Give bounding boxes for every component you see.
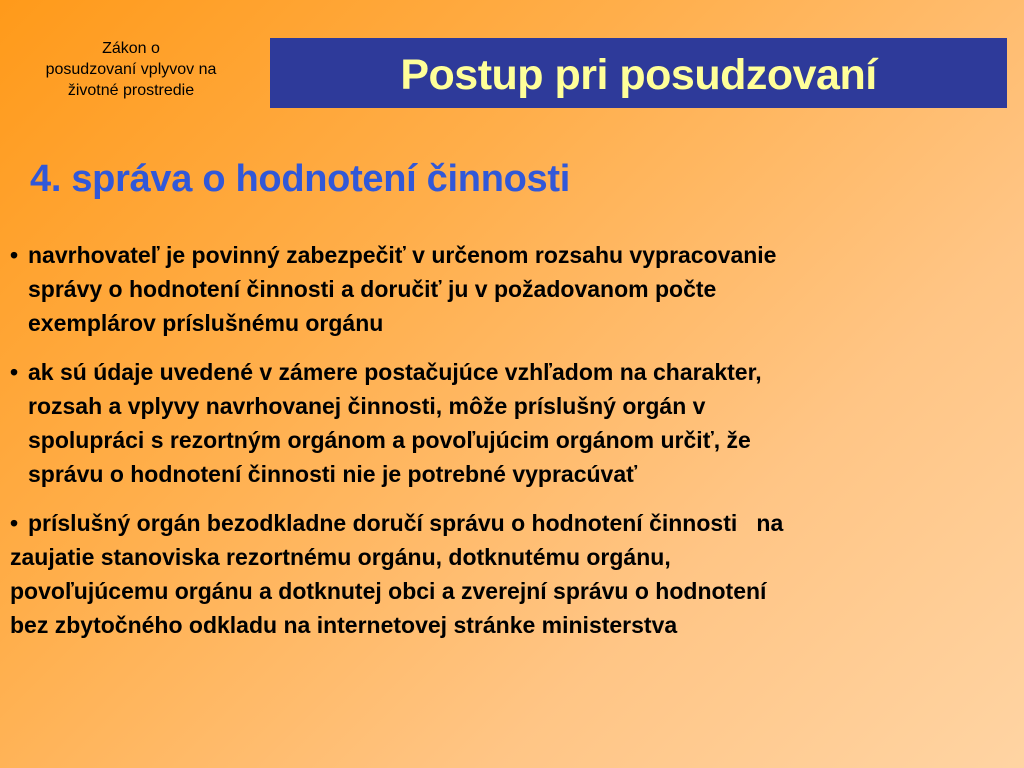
- bullet-item: [10, 238, 1010, 340]
- bullet-line: zaujatie stanoviska rezortnému orgánu, dotknutému orgánu,: [10, 544, 671, 570]
- law-label-line: posudzovaní vplyvov na: [45, 61, 217, 78]
- bullet-line: navrhovateľ je povinný zabezpečiť v určenom rozsahu vypracovanie: [28, 242, 777, 268]
- bullet-list: [10, 238, 1010, 657]
- law-label: [6, 38, 256, 101]
- bullet-line: bez zbytočného odkladu na internetovej stránke ministerstva: [10, 612, 678, 638]
- bullet-item: [10, 506, 1010, 642]
- slide-title: Postup pri posudzovaní: [400, 50, 877, 99]
- law-label-line: Zákon o: [102, 40, 160, 57]
- bullet-line: rozsah a vplyvy navrhovanej činnosti, môže príslušný orgán v: [28, 393, 706, 419]
- bullet-line: príslušný orgán bezodkladne doručí správu o hodnotení činnosti na: [28, 510, 784, 536]
- law-label-line: životné prostredie: [67, 82, 195, 99]
- bullet-line: správu o hodnotení činnosti nie je potrebné vypracúvať: [28, 461, 638, 487]
- bullet-marker: •: [10, 359, 19, 385]
- title-banner: [270, 38, 1007, 108]
- bullet-marker: •: [10, 510, 19, 536]
- bullet-line: exemplárov príslušnému orgánu: [28, 310, 384, 336]
- bullet-item: [10, 355, 1010, 491]
- bullet-line: povoľujúcemu orgánu a dotknutej obci a zverejní správu o hodnotení: [10, 578, 767, 604]
- bullet-line: ak sú údaje uvedené v zámere postačujúce vzhľadom na charakter,: [28, 359, 762, 385]
- section-subtitle: 4. správa o hodnotení činnosti: [30, 158, 570, 200]
- bullet-line: správy o hodnotení činnosti a doručiť ju v požadovanom počte: [28, 276, 717, 302]
- bullet-marker: •: [10, 242, 19, 268]
- bullet-line: spolupráci s rezortným orgánom a povoľujúcim orgánom určiť, že: [28, 427, 751, 453]
